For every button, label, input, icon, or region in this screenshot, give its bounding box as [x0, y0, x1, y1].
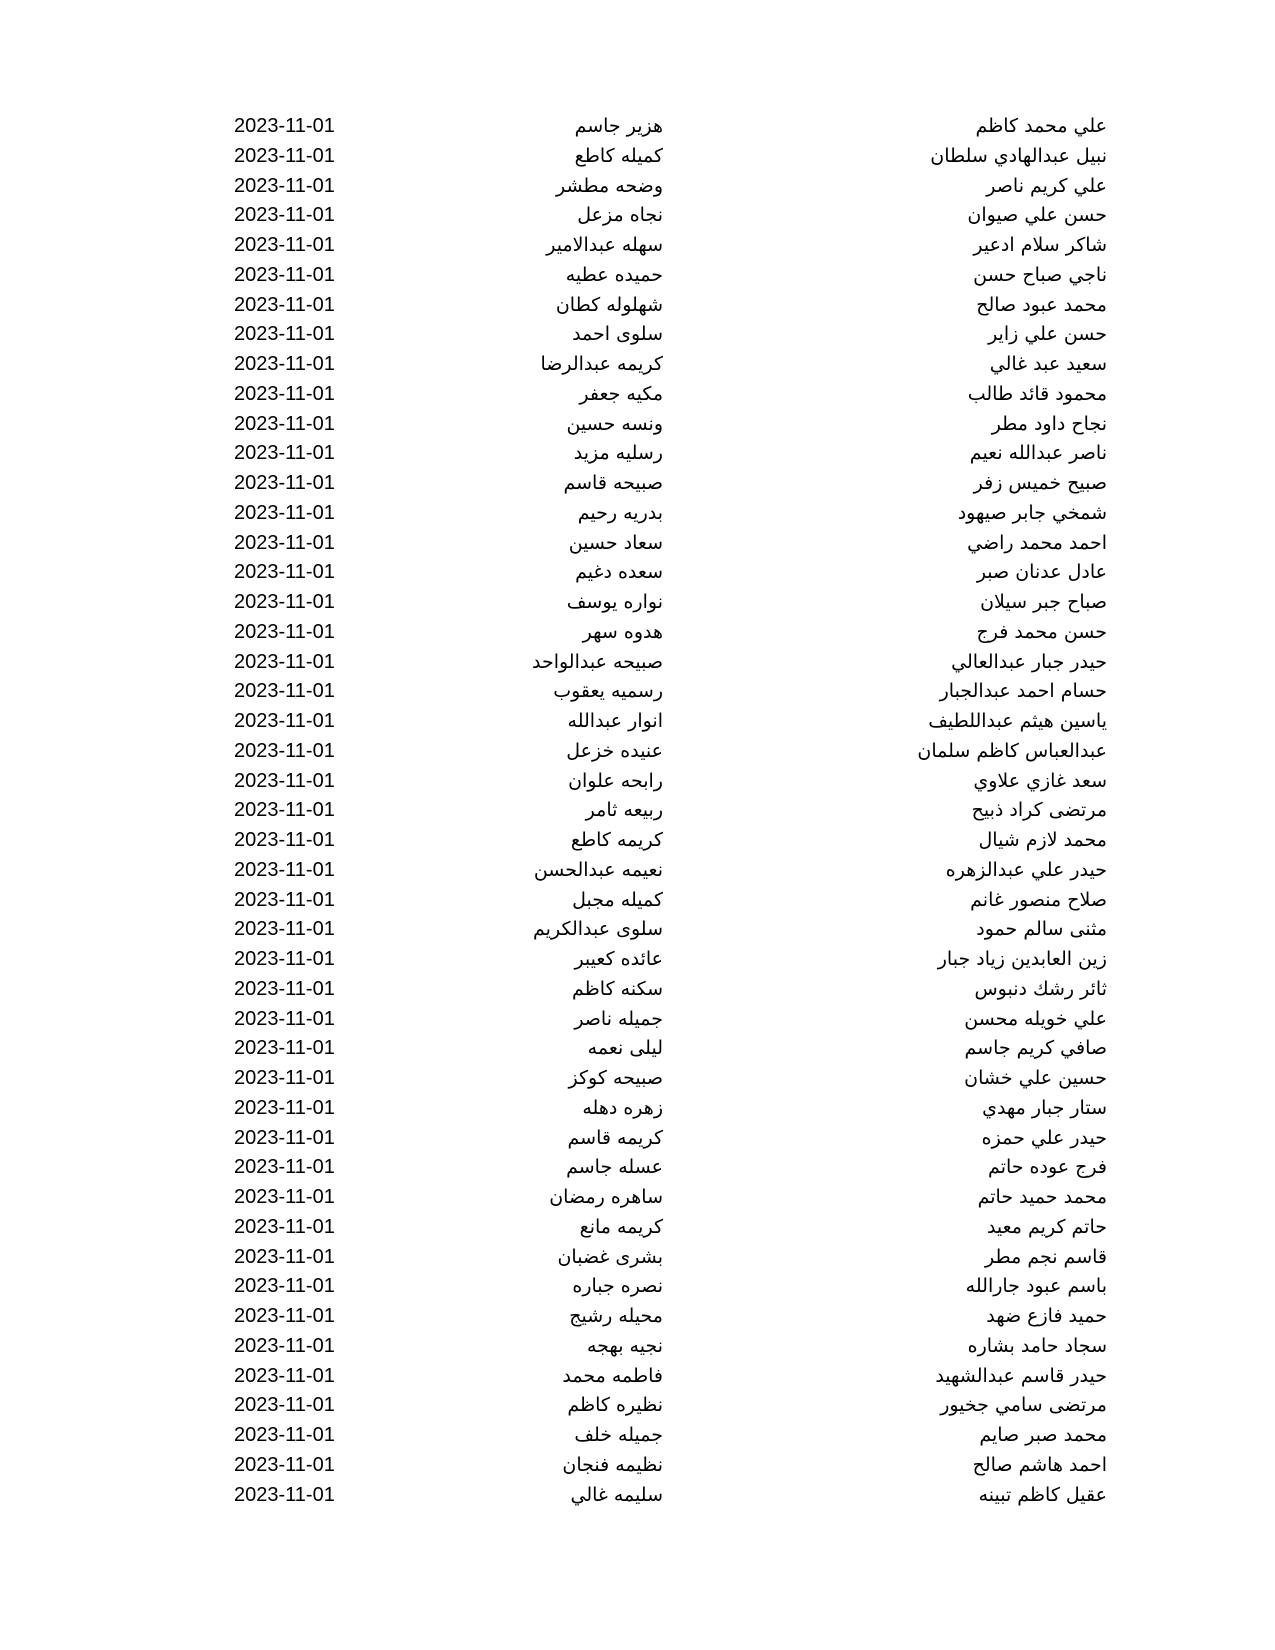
- mother-name-cell: زهره دهله: [582, 1096, 663, 1119]
- table-row: [0, 1272, 1275, 1302]
- table-row: [0, 1243, 1275, 1273]
- table-row: [0, 648, 1275, 678]
- table-row: [0, 439, 1275, 469]
- person-name-cell: محمد لازم شيال: [978, 829, 1107, 851]
- mother-name-cell: سلوى عبدالكريم: [533, 918, 663, 941]
- date-cell: 2023-11-01: [234, 620, 335, 643]
- date-cell: 2023-11-01: [234, 769, 335, 792]
- mother-name-cell: وضحه مطشر: [556, 174, 663, 197]
- person-name-cell: ياسين هيثم عبداللطيف: [928, 710, 1107, 732]
- person-name-cell: شاكر سلام ادعير: [973, 234, 1107, 256]
- date-cell: 2023-11-01: [234, 1215, 335, 1238]
- person-name-cell: حسن علي زاير: [988, 323, 1107, 346]
- table-row: [0, 1005, 1275, 1035]
- person-name-cell: شمخي جابر صيهود: [957, 501, 1107, 524]
- table-row: [0, 677, 1275, 707]
- table-row: [0, 1481, 1275, 1511]
- person-name-cell: حسن علي صيوان: [967, 204, 1107, 227]
- date-cell: 2023-11-01: [234, 977, 335, 1000]
- date-cell: 2023-11-01: [234, 1096, 335, 1119]
- mother-name-cell: عنيده خزعل: [566, 739, 663, 762]
- mother-name-cell: صبيحه عبدالواحد: [531, 650, 663, 673]
- person-name-cell: زين العابدين زياد جبار: [937, 948, 1107, 970]
- date-cell: 2023-11-01: [234, 501, 335, 524]
- mother-name-cell: ليلى نعمه: [587, 1037, 663, 1060]
- person-name-cell: حاتم كريم معيد: [986, 1215, 1107, 1238]
- table-row: [0, 380, 1275, 410]
- table-row: [0, 261, 1275, 291]
- date-cell: 2023-11-01: [234, 918, 335, 941]
- date-cell: 2023-11-01: [234, 888, 335, 911]
- mother-name-cell: ساهره رمضان: [549, 1186, 663, 1208]
- table-row: [0, 1332, 1275, 1362]
- date-cell: 2023-11-01: [234, 650, 335, 673]
- date-cell: 2023-11-01: [234, 561, 335, 584]
- date-cell: 2023-11-01: [234, 412, 335, 435]
- date-cell: 2023-11-01: [234, 472, 335, 494]
- person-name-cell: عبدالعباس كاظم سلمان: [917, 739, 1107, 762]
- mother-name-cell: هدوه سهر: [582, 620, 663, 643]
- table-row: [0, 1153, 1275, 1183]
- table-row: [0, 707, 1275, 737]
- date-cell: 2023-11-01: [234, 263, 335, 286]
- mother-name-cell: بشرى غضبان: [557, 1245, 663, 1268]
- person-name-cell: عقيل كاظم تبينه: [978, 1483, 1107, 1506]
- mother-name-cell: فاطمه محمد: [562, 1364, 663, 1387]
- mother-name-cell: جميله خلف: [574, 1424, 663, 1446]
- date-cell: 2023-11-01: [234, 144, 335, 167]
- table-row: [0, 915, 1275, 945]
- person-name-cell: نجاح داود مطر: [991, 412, 1107, 435]
- mother-name-cell: كريمه عبدالرضا: [540, 353, 663, 375]
- date-cell: 2023-11-01: [234, 1156, 335, 1179]
- table-row: [0, 618, 1275, 648]
- date-cell: 2023-11-01: [234, 234, 335, 256]
- person-name-cell: حسام احمد عبدالجبار: [939, 680, 1107, 703]
- person-name-cell: صباح جبر سيلان: [980, 591, 1107, 613]
- table-row: [0, 1391, 1275, 1421]
- date-cell: 2023-11-01: [234, 1245, 335, 1268]
- table-row: [0, 737, 1275, 767]
- mother-name-cell: صبيحه قاسم: [563, 472, 663, 494]
- person-name-cell: ستار جبار مهدي: [982, 1096, 1107, 1119]
- table-row: [0, 469, 1275, 499]
- person-name-cell: محمد عبود صالح: [976, 293, 1107, 316]
- table-row: [0, 1183, 1275, 1213]
- person-name-cell: عادل عدنان صبر: [976, 561, 1107, 584]
- table-row: [0, 1421, 1275, 1451]
- mother-name-cell: سعاد حسين: [568, 531, 663, 554]
- person-name-cell: حسن محمد فرج: [976, 620, 1107, 643]
- mother-name-cell: سلوى احمد: [572, 323, 663, 346]
- person-name-cell: علي خويله محسن: [964, 1007, 1107, 1030]
- person-name-cell: حيدر قاسم عبدالشهيد: [935, 1364, 1107, 1387]
- date-cell: 2023-11-01: [234, 115, 335, 137]
- date-cell: 2023-11-01: [234, 353, 335, 375]
- mother-name-cell: رسميه يعقوب: [553, 680, 663, 703]
- mother-name-cell: نظيره كاظم: [567, 1394, 663, 1417]
- date-cell: 2023-11-01: [234, 591, 335, 613]
- table-row: [0, 796, 1275, 826]
- date-cell: 2023-11-01: [234, 1483, 335, 1506]
- person-name-cell: نبيل عبدالهادي سلطان: [930, 144, 1107, 167]
- table-row: [0, 1302, 1275, 1332]
- person-name-cell: سعيد عبد غالي: [989, 353, 1107, 375]
- date-cell: 2023-11-01: [234, 323, 335, 346]
- table-row: [0, 856, 1275, 886]
- person-name-cell: صلاح منصور غانم: [970, 888, 1107, 911]
- table-row: [0, 1213, 1275, 1243]
- person-name-cell: مثنى سالم حمود: [976, 918, 1107, 941]
- mother-name-cell: جميله ناصر: [574, 1007, 663, 1030]
- date-cell: 2023-11-01: [234, 1424, 335, 1446]
- table-row: [0, 112, 1275, 142]
- mother-name-cell: سهله عبدالامير: [546, 234, 663, 256]
- table-row: [0, 142, 1275, 172]
- mother-name-cell: ربيعه ثامر: [585, 799, 663, 822]
- date-cell: 2023-11-01: [234, 1364, 335, 1387]
- mother-name-cell: محيله رشيج: [569, 1305, 663, 1327]
- table-row: [0, 201, 1275, 231]
- mother-name-cell: شهلوله كطان: [555, 293, 663, 316]
- table-row: [0, 1124, 1275, 1154]
- mother-name-cell: رسليه مزيد: [573, 442, 663, 465]
- date-cell: 2023-11-01: [234, 829, 335, 851]
- table-row: [0, 350, 1275, 380]
- person-name-cell: احمد محمد راضي: [967, 531, 1107, 554]
- mother-name-cell: كريمه قاسم: [567, 1126, 663, 1149]
- table-row: [0, 291, 1275, 321]
- mother-name-cell: بدريه رحيم: [577, 501, 663, 524]
- person-name-cell: ناصر عبدالله نعيم: [969, 442, 1107, 465]
- table-row: [0, 499, 1275, 529]
- person-name-cell: مرتضى كراد ذبيح: [971, 799, 1107, 822]
- date-cell: 2023-11-01: [234, 1334, 335, 1357]
- date-cell: 2023-11-01: [234, 1186, 335, 1208]
- person-name-cell: حيدر جبار عبدالعالي: [951, 650, 1107, 673]
- mother-name-cell: سليمه غالي: [570, 1483, 663, 1506]
- mother-name-cell: كريمه مانع: [579, 1215, 663, 1238]
- table-row: [0, 826, 1275, 856]
- person-name-cell: سعد غازي علاوي: [973, 769, 1107, 792]
- mother-name-cell: نظيمه فنجان: [562, 1453, 663, 1476]
- mother-name-cell: كريمه كاطع: [570, 829, 663, 851]
- table-row: [0, 975, 1275, 1005]
- table-row: [0, 529, 1275, 559]
- person-name-cell: محمود قائد طالب: [967, 382, 1107, 405]
- person-name-cell: حسين علي خشان: [964, 1067, 1107, 1089]
- mother-name-cell: سعده دغيم: [575, 561, 663, 584]
- person-name-cell: محمد صبر صايم: [979, 1424, 1107, 1446]
- mother-name-cell: هزير جاسم: [574, 115, 663, 137]
- person-name-cell: حميد فازع ضهد: [986, 1305, 1107, 1327]
- mother-name-cell: كميله كاطع: [574, 144, 663, 167]
- person-name-cell: محمد حميد حاتم: [977, 1186, 1107, 1208]
- date-cell: 2023-11-01: [234, 382, 335, 405]
- person-name-cell: حيدر علي عبدالزهره: [945, 858, 1107, 881]
- table-row: [0, 1034, 1275, 1064]
- table-row: [0, 945, 1275, 975]
- person-name-cell: علي كريم ناصر: [986, 174, 1107, 197]
- table-row: [0, 767, 1275, 797]
- date-cell: 2023-11-01: [234, 1394, 335, 1417]
- table-row: [0, 1064, 1275, 1094]
- person-name-cell: ثائر رشك دنبوس: [974, 977, 1107, 1000]
- person-name-cell: احمد هاشم صالح: [972, 1453, 1107, 1476]
- mother-name-cell: سكنه كاظم: [572, 977, 663, 1000]
- table-row: [0, 231, 1275, 261]
- date-cell: 2023-11-01: [234, 799, 335, 822]
- mother-name-cell: مكيه جعفر: [579, 382, 663, 405]
- date-cell: 2023-11-01: [234, 739, 335, 762]
- date-cell: 2023-11-01: [234, 1305, 335, 1327]
- mother-name-cell: صبيحه كوكز: [568, 1067, 663, 1089]
- date-cell: 2023-11-01: [234, 1067, 335, 1089]
- date-cell: 2023-11-01: [234, 1453, 335, 1476]
- date-cell: 2023-11-01: [234, 948, 335, 970]
- date-cell: 2023-11-01: [234, 204, 335, 227]
- mother-name-cell: نصره جباره: [572, 1275, 663, 1298]
- date-cell: 2023-11-01: [234, 1007, 335, 1030]
- person-name-cell: مرتضى سامي جخيور: [940, 1394, 1107, 1417]
- table-row: [0, 320, 1275, 350]
- date-cell: 2023-11-01: [234, 174, 335, 197]
- mother-name-cell: عائده كعيبر: [574, 948, 663, 970]
- person-name-cell: فرج عوده حاتم: [988, 1156, 1107, 1179]
- person-name-cell: علي محمد كاظم: [975, 115, 1107, 137]
- table-row: [0, 1094, 1275, 1124]
- person-name-cell: ناجي صباح حسن: [973, 263, 1107, 286]
- date-cell: 2023-11-01: [234, 710, 335, 732]
- date-cell: 2023-11-01: [234, 1037, 335, 1060]
- table-row: [0, 1362, 1275, 1392]
- mother-name-cell: عسله جاسم: [566, 1156, 663, 1179]
- mother-name-cell: رابحه علوان: [568, 769, 663, 792]
- mother-name-cell: نواره يوسف: [566, 591, 663, 613]
- table-row: [0, 588, 1275, 618]
- date-cell: 2023-11-01: [234, 442, 335, 465]
- person-name-cell: باسم عبود جارالله: [965, 1275, 1107, 1298]
- mother-name-cell: نعيمه عبدالحسن: [533, 858, 663, 881]
- table-row: [0, 886, 1275, 916]
- mother-name-cell: نجاه مزعل: [577, 204, 663, 227]
- date-cell: 2023-11-01: [234, 531, 335, 554]
- person-name-cell: قاسم نجم مطر: [985, 1245, 1107, 1268]
- date-cell: 2023-11-01: [234, 1275, 335, 1298]
- date-cell: 2023-11-01: [234, 293, 335, 316]
- person-name-cell: حيدر علي حمزه: [981, 1126, 1107, 1149]
- person-name-cell: صافي كريم جاسم: [964, 1037, 1107, 1060]
- table-row: [0, 558, 1275, 588]
- table-row: [0, 410, 1275, 440]
- mother-name-cell: انوار عبدالله: [567, 710, 663, 732]
- records-table: [0, 112, 1275, 1510]
- date-cell: 2023-11-01: [234, 858, 335, 881]
- person-name-cell: صبيح خميس زفر: [973, 472, 1107, 494]
- mother-name-cell: كميله مجبل: [572, 888, 663, 911]
- person-name-cell: سجاد حامد بشاره: [967, 1334, 1107, 1357]
- date-cell: 2023-11-01: [234, 680, 335, 703]
- mother-name-cell: ونسه حسين: [566, 412, 663, 435]
- table-row: [0, 172, 1275, 202]
- table-row: [0, 1451, 1275, 1481]
- date-cell: 2023-11-01: [234, 1126, 335, 1149]
- mother-name-cell: نجيه بهجه: [586, 1334, 663, 1357]
- mother-name-cell: حميده عطيه: [565, 263, 663, 286]
